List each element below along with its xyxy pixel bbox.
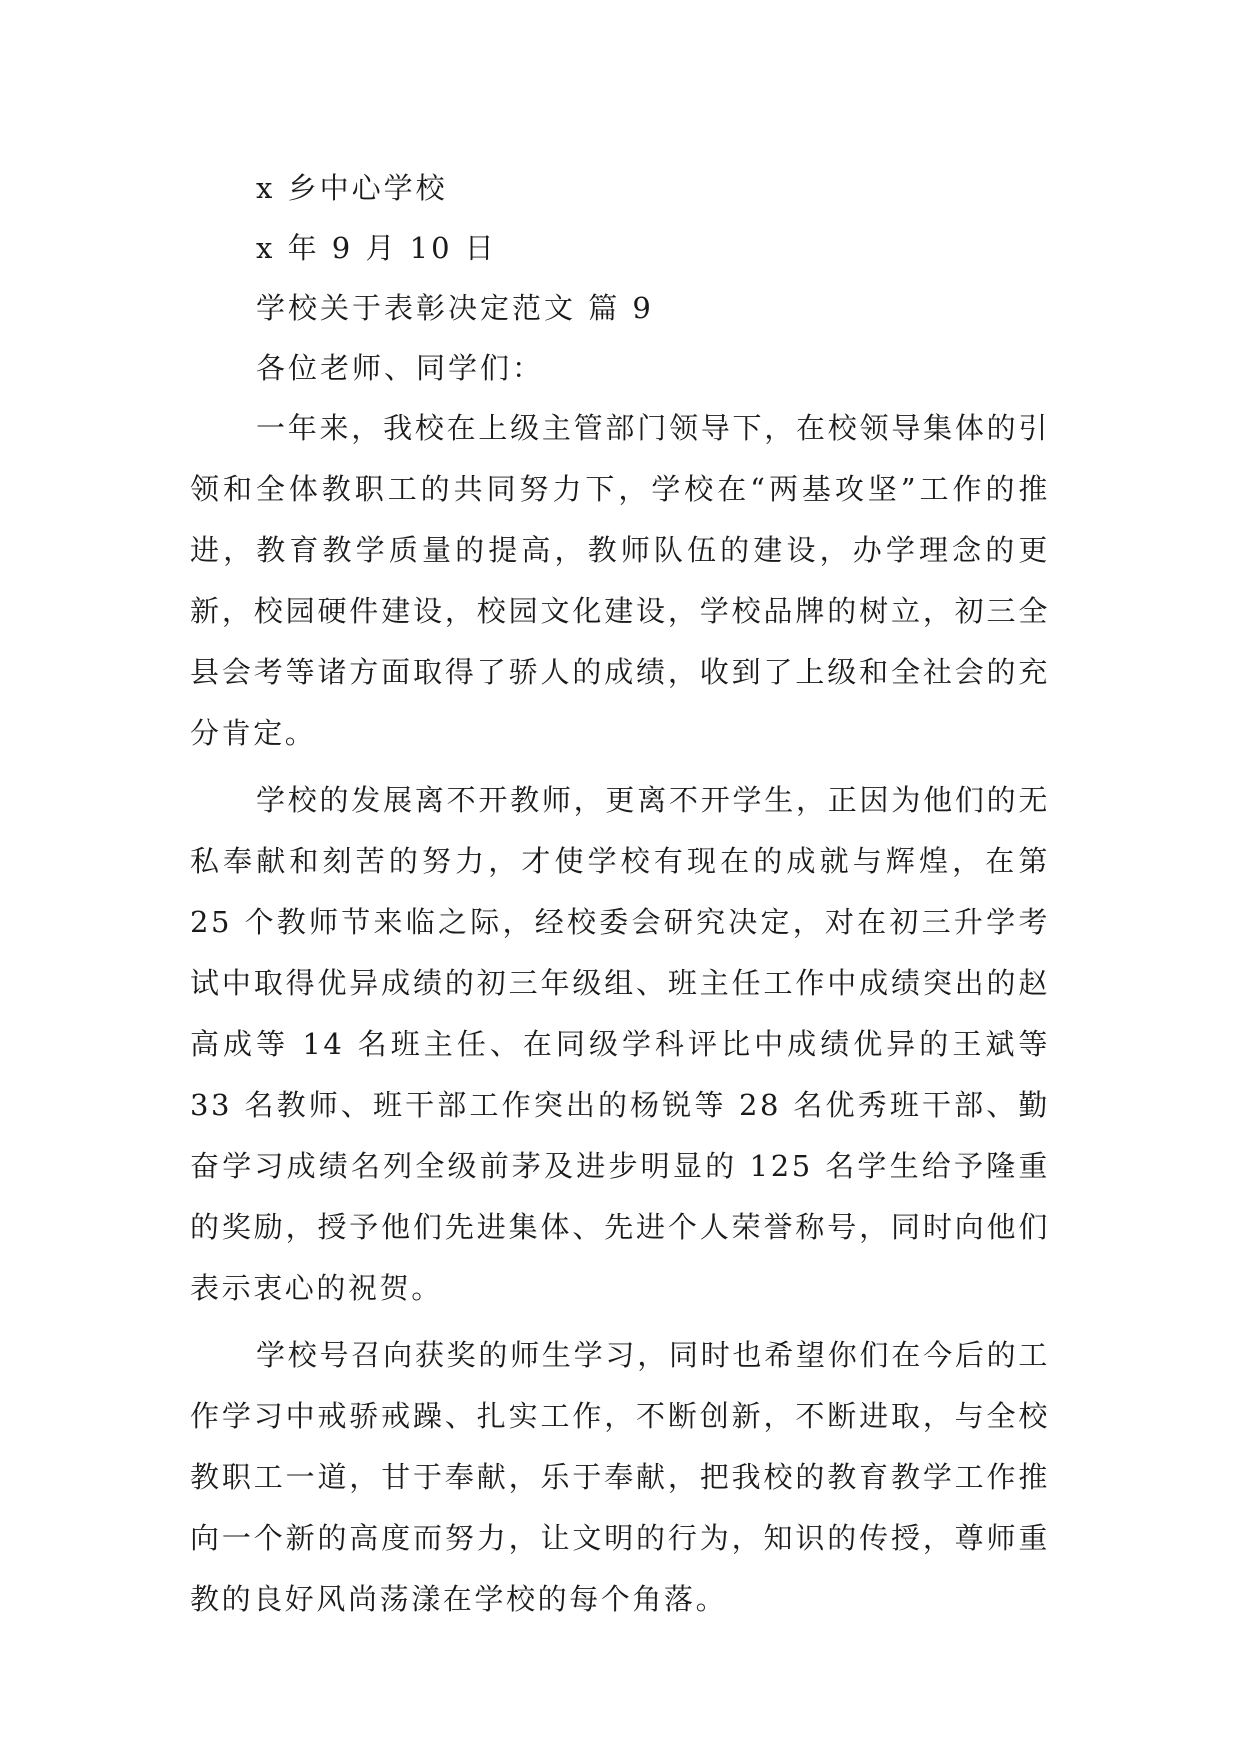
salutation: 各位老师、同学们： [256, 351, 545, 385]
paragraph-achievements: 一年来，我校在上级主管部门领导下，在校领导集体的引领和全体教职工的共同努力下，学校在“两基攻坚”工作的推进，教育教学质量的提高，教师队伍的建设，办学理念的更新，校园硬件建设，校园文化建设，学校品牌的树立，初三全县会考等诸方面取得了骄人的成绩，收到了上级和全社会的充分肯定。 [190, 411, 1050, 750]
section-title: 学校关于表彰决定范文 篇 9 [256, 291, 654, 325]
issuing-organization: x 乡中心学校 [256, 171, 448, 205]
paragraph-call-to-action: 学校号召向获奖的师生学习，同时也希望你们在今后的工作学习中戒骄戒躁、扎实工作，不断创新，不断进取，与全校教职工一道，甘于奉献，乐于奉献，把我校的教育教学工作推向一个新的高度而努力，让文明的行为，知识的传授，尊师重教的良好风尚荡漾在学校的每个角落。 [190, 1338, 1050, 1616]
paragraph-commendation: 学校的发展离不开教师，更离不开学生，正因为他们的无私奉献和刻苦的努力，才使学校有现在的成就与辉煌，在第 25 个教师节来临之际，经校委会研究决定，对在初三升学考试中取得优异成绩的初三年级组、班主任工作中成绩突出的赵高成等 14 名班主任、在同级学科评比中成绩优异的王斌等 33 名教师、班干部工作突出的杨锐等 28 名优秀班干部、勤奋学习成绩名列全级前茅及进步明显的 125 名学生给予隆重的奖励，授予他们先进集体、先进个人荣誉称号，同时向他们表示衷心的祝贺。 [190, 783, 1050, 1305]
issue-date: x 年 9 月 10 日 [256, 231, 497, 265]
document-body [190, 158, 1050, 1630]
